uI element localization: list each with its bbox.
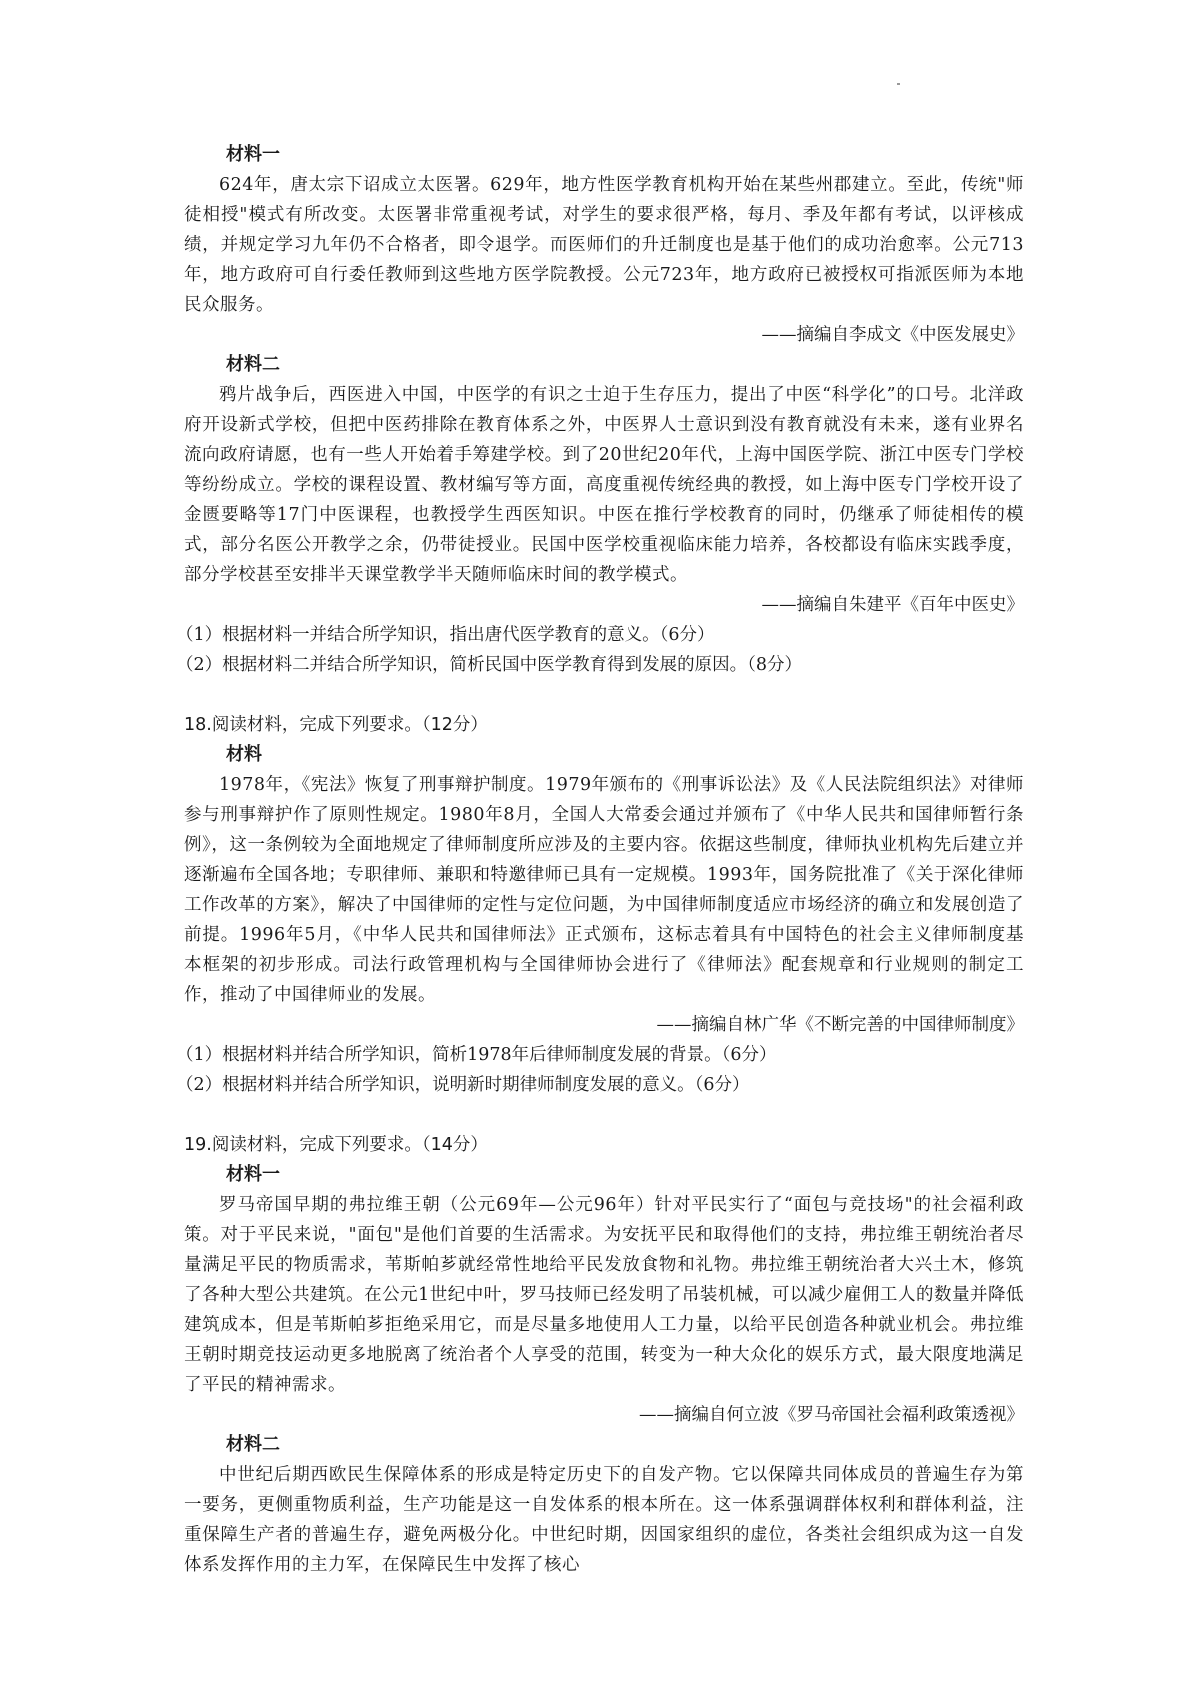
sub-question: （1）根据材料并结合所学知识，简析1978年后律师制度发展的背景。（6分） <box>176 1045 777 1065</box>
material-text: 中世纪后期西欧民生保障体系的形成是特定历史下的自发产物。它以保障共同体成员的普遍生存为第一要务，更侧重物质利益，生产功能是这一自发体系的根本所在。这一体系强调群体权利和群体利益，注重保障生产者的普遍生存，避免两极分化。中世纪时期，因国家组织的虚位，各类社会组织成为这一自发体系发挥作用的主力军，在保障民生中发挥了核心 <box>184 1465 1024 1575</box>
question-17-section <box>176 140 1024 680</box>
sub-question: （2）根据材料二并结合所学知识，简析民国中医学教育得到发展的原因。（8分） <box>176 655 803 675</box>
material-text: 罗马帝国早期的弗拉维王朝（公元69年—公元96年）针对平民实行了“面包与竞技场"的社会福利政策。对于平民来说，"面包"是他们首要的生活需求。为安抚平民和取得他们的支持，弗拉维王朝统治者尽量满足平民的物质需求，苇斯帕芗就经常性地给平民发放食物和礼物。弗拉维王朝统治者大兴土木，修筑了各种大型公共建筑。在公元1世纪中叶，罗马技师已经发明了吊装机械，可以减少雇佣工人的数量并降低建筑成本，但是苇斯帕芗拒绝采用它，而是尽量多地使用人工力量，以给平民创造各种就业机会。弗拉维王朝时期竞技运动更多地脱离了统治者个人享受的范围，转变为一种大众化的娱乐方式，最大限度地满足了平民的精神需求。 <box>184 1195 1024 1395</box>
material-text: 624年，唐太宗下诏成立太医署。629年，地方性医学教育机构开始在某些州郡建立。至此，传统"师徒相授"模式有所改变。太医署非常重视考试，对学生的要求很严格，每月、季及年都有考试，以评核成绩，并规定学习九年仍不合格者，即令退学。而医师们的升迁制度也是基于他们的成功治愈率。公元713年，地方政府可自行委任教师到这些地方医学院教授。公元723年，地方政府已被授权可指派医师为本地民众服务。 <box>184 175 1024 315</box>
sub-question: （2）根据材料并结合所学知识，说明新时期律师制度发展的意义。（6分） <box>176 1075 750 1095</box>
question-heading: 18.阅读材料，完成下列要求。（12分） <box>184 715 488 735</box>
material-title: 材料二 <box>226 1434 280 1455</box>
material-text: 鸦片战争后，西医进入中国，中医学的有识之士迫于生存压力，提出了中医“科学化”的口号。北洋政府开设新式学校，但把中医药排除在教育体系之外，中医界人士意识到没有教育就没有未来，遂有业界名流向政府请愿，也有一些人开始着手筹建学校。到了20世纪20年代，上海中国医学院、浙江中医专门学校等纷纷成立。学校的课程设置、教材编写等方面，高度重视传统经典的教授，如上海中医专门学校开设了金匮要略等17门中医课程，也教授学生西医知识。中医在推行学校教育的同时，仍继承了师徒相传的模式，部分名医公开教学之余，仍带徒授业。民国中医学校重视临床能力培养，各校都设有临床实践季度，部分学校甚至安排半天课堂教学半天随师临床时间的教学模式。 <box>184 385 1024 585</box>
material-source: ——摘编自林广华《不断完善的中国律师制度》 <box>656 1015 1024 1035</box>
material-source: ——摘编自何立波《罗马帝国社会福利政策透视》 <box>639 1405 1024 1425</box>
question-18-section <box>176 710 1024 1100</box>
material-title: 材料二 <box>226 354 280 375</box>
question-heading: 19.阅读材料，完成下列要求。（14分） <box>184 1135 488 1155</box>
scan-speck <box>897 83 900 85</box>
material-source: ——摘编自朱建平《百年中医史》 <box>761 595 1024 615</box>
material-title: 材料一 <box>226 1164 280 1185</box>
question-19-section <box>184 1130 1024 1580</box>
sub-question: （1）根据材料一并结合所学知识，指出唐代医学教育的意义。（6分） <box>176 625 715 645</box>
material-source: ——摘编自李成文《中医发展史》 <box>761 325 1024 345</box>
material-title: 材料一 <box>226 144 280 165</box>
page-content <box>176 140 1024 1580</box>
material-text: 1978年，《宪法》恢复了刑事辩护制度。1979年颁布的《刑事诉讼法》及《人民法院组织法》对律师参与刑事辩护作了原则性规定。1980年8月，全国人大常委会通过并颁布了《中华人民共和国律师暂行条例》，这一条例较为全面地规定了律师制度所应涉及的主要内容。依据这些制度，律师执业机构先后建立并逐渐遍布全国各地；专职律师、兼职和特邀律师已具有一定规模。1993年，国务院批准了《关于深化律师工作改革的方案》，解决了中国律师的定性与定位问题，为中国律师制度适应市场经济的确立和发展创造了前提。1996年5月，《中华人民共和国律师法》正式颁布，这标志着具有中国特色的社会主义律师制度基本框架的初步形成。司法行政管理机构与全国律师协会进行了《律师法》配套规章和行业规则的制定工作，推动了中国律师业的发展。 <box>184 775 1024 1005</box>
material-title: 材料 <box>226 744 262 765</box>
